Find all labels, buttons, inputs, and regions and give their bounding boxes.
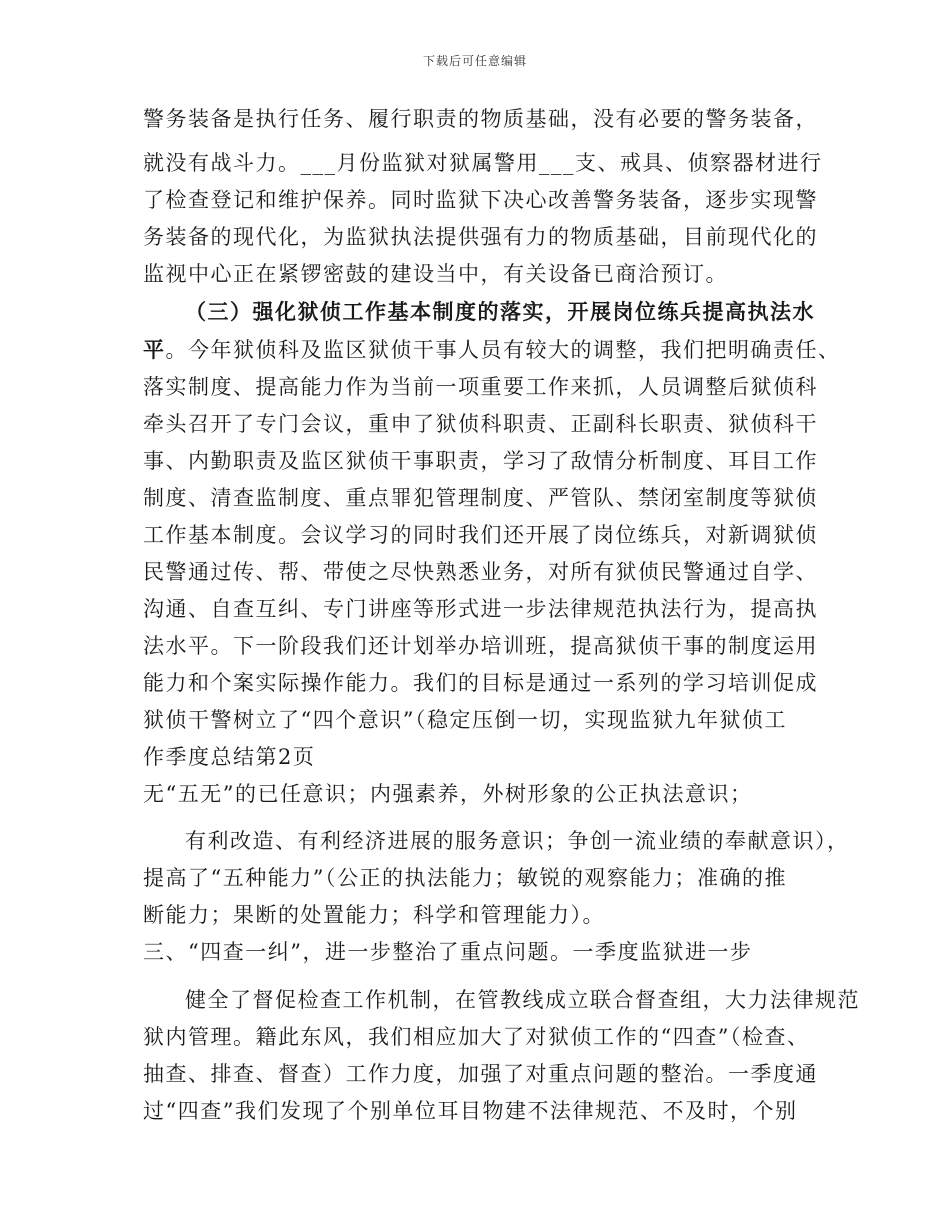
- text-line: 沟通、自查互纠、专门讲座等形式进一步法律规范执法行为，提高执: [143, 597, 818, 621]
- text-line: 民警通过传、帮、带使之尽快熟悉业务，对所有狱侦民警通过自学、: [143, 560, 818, 584]
- section-heading: （三）强化狱侦工作基本制度的落实，开展岗位练兵提高执法水: [185, 299, 815, 324]
- text-line: 健全了督促检查工作机制，在管教线成立联合督查组，大力法律规范: [185, 988, 860, 1012]
- text-line: 三、“四查一纠”，进一步整治了重点问题。一季度监狱进一步: [143, 940, 753, 964]
- text-line: 有利改造、有利经济进展的服务意识；争创一流业绩的奉献意识），: [185, 829, 850, 853]
- text-line: 就没有战斗力。___月份监狱对狱属警用___支、戒具、侦察器材进行: [143, 151, 823, 175]
- text-line: 作季度总结第2页: [143, 745, 316, 769]
- text-line: 落实制度、提高能力作为当前一项重要工作来抓，人员调整后狱侦科: [143, 375, 818, 399]
- text-line: 务装备的现代化，为监狱执法提供强有力的物质基础，目前现代化的: [143, 225, 818, 249]
- text-line: 过“四查”我们发现了个别单位耳目物建不法律规范、不及时，个别: [143, 1099, 798, 1123]
- section-heading-tail: 平: [143, 337, 166, 362]
- text-line: 事、内勤职责及监区狱侦干事职责，学习了敌情分析制度、耳目工作: [143, 449, 818, 473]
- text-line: 牵头召开了专门会议，重申了狱侦科职责、正副科长职责、狱侦科干: [143, 412, 818, 436]
- text-line: 狱内管理。籍此东风，我们相应加大了对狱侦工作的“四查”（检查、: [143, 1025, 810, 1049]
- text-line: 狱侦干警树立了“四个意识”（稳定压倒一切，实现监狱九年狱侦工: [143, 708, 787, 732]
- text-line: 断能力；果断的处置能力；科学和管理能力）。: [143, 903, 605, 927]
- text-line: 提高了“五种能力”（公正的执法能力；敏锐的观察能力；准确的推: [143, 866, 787, 890]
- text-line: 法水平。下一阶段我们还计划举办培训班，提高狱侦干事的制度运用: [143, 634, 818, 658]
- text-line: 警务装备是执行任务、履行职责的物质基础，没有必要的警务装备，: [143, 107, 818, 131]
- page-header: 下载后可任意编辑: [422, 54, 527, 68]
- text-line-content: 。今年狱侦科及监区狱侦干事人员有较大的调整，我们把明确责任、: [165, 338, 841, 362]
- text-line: 无“五无”的已任意识；内强素养，外树形象的公正执法意识；: [143, 782, 753, 806]
- text-line: 抽查、排查、督查）工作力度，加强了对重点问题的整治。一季度通: [143, 1062, 818, 1086]
- text-line: 监视中心正在紧锣密鼓的建设当中，有关设备已商洽预订。: [143, 262, 728, 286]
- text-line: [143, 335, 841, 365]
- text-line: 能力和个案实际操作能力。我们的目标是通过一系列的学习培训促成: [143, 671, 818, 695]
- text-line: 工作基本制度。会议学习的同时我们还开展了岗位练兵，对新调狱侦: [143, 523, 818, 547]
- text-line: 了检查登记和维护保养。同时监狱下决心改善警务装备，逐步实现警: [143, 188, 818, 212]
- text-line: 制度、清查监制度、重点罪犯管理制度、严管队、禁闭室制度等狱侦: [143, 486, 818, 510]
